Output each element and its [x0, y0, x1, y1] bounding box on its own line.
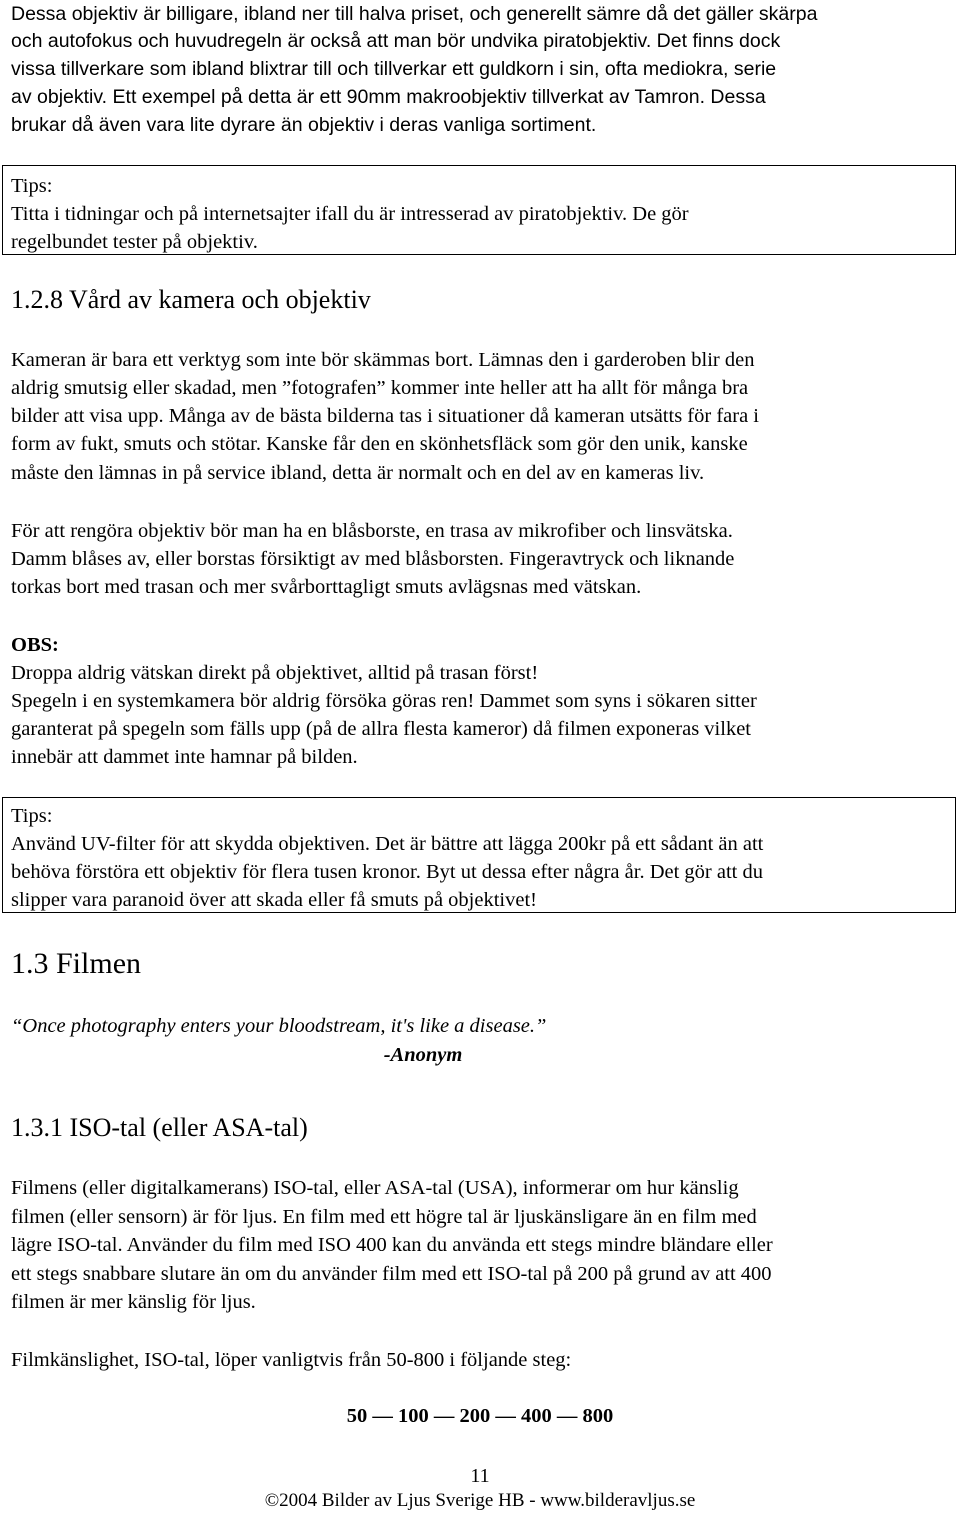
- iso-p1-line-2: filmen (eller sensorn) är för ljus. En film med ett högre tal är ljuskänsligare än en film med: [11, 1206, 757, 1228]
- iso-p1-line-4: ett stegs snabbare slutare än om du använder film med ett ISO-tal på 200 på grund av att 400: [11, 1263, 772, 1285]
- tips-1-line-2: regelbundet tester på objektiv.: [11, 231, 258, 253]
- iso-p2: Filmkänslighet, ISO-tal, löper vanligtvis från 50-800 i följande steg:: [11, 1349, 572, 1371]
- obs-line-2: Spegeln i en systemkamera bör aldrig försöka göras ren! Dammet som syns i sökaren sitter: [11, 690, 757, 712]
- section-heading-1-3: 1.3 Filmen: [11, 947, 142, 980]
- quote-text: “Once photography enters your bloodstream, it's like a disease.”: [11, 1015, 547, 1037]
- obs-line-3: garanterat på spegeln som fälls upp (på de allra flesta kameror) då filmen exponeras vilket: [11, 718, 751, 740]
- obs-label: OBS:: [11, 634, 59, 656]
- iso-p1-line-3: lägre ISO-tal. Använder du film med ISO 400 kan du använda ett stegs mindre bländare eller: [11, 1234, 773, 1256]
- tips-1-line-1: Titta i tidningar och på internetsajter ifall du är intresserad av piratobjektiv. De gör: [11, 203, 689, 225]
- tips-2-line-1: Använd UV-filter för att skydda objektiven. Det är bättre att lägga 200kr på ett sådant än att: [11, 833, 764, 855]
- care-p1-line-2: aldrig smutsig eller skadad, men ”fotografen” kommer inte heller att ha allt för många bra: [11, 377, 749, 399]
- obs-line-1: Droppa aldrig vätskan direkt på objektivet, alltid på trasan först!: [11, 662, 539, 684]
- intro-line-3: vissa tillverkare som ibland blixtrar till och tillverkar ett guldkorn i sin, ofta mediokra, serie: [11, 58, 777, 80]
- care-p1-line-5: måste den lämnas in på service ibland, detta är normalt och en del av en kameras liv.: [11, 462, 705, 484]
- care-p1-line-4: form av fukt, smuts och stötar. Kanske får den en skönhetsfläck som gör den unik, kanske: [11, 433, 748, 455]
- footer-copyright: ©2004 Bilder av Ljus Sverige HB - www.bilderavljus.se: [264, 1490, 696, 1511]
- tips-1-label: Tips:: [11, 175, 53, 197]
- intro-line-5: brukar då även vara lite dyrare än objektiv i deras vanliga sortiment.: [11, 114, 597, 136]
- page-number: 11: [470, 1465, 490, 1487]
- tips-2-label: Tips:: [11, 805, 53, 827]
- iso-p1-line-5: filmen är mer känslig för ljus.: [11, 1291, 256, 1313]
- care-p2-line-1: För att rengöra objektiv bör man ha en blåsborste, en trasa av mikrofiber och linsvätska.: [11, 520, 733, 542]
- obs-line-4: innebär att dammet inte hamnar på bilden.: [11, 746, 358, 768]
- tips-2-line-2: behöva förstöra ett objektiv för flera tusen kronor. Byt ut dessa efter några år. Det gör att du: [11, 861, 763, 883]
- section-heading-1-2-8: 1.2.8 Vård av kamera och objektiv: [11, 285, 371, 314]
- care-p2-line-2: Damm blåses av, eller borstas försiktigt av med blåsborsten. Fingeravtryck och liknande: [11, 548, 735, 570]
- care-p1-line-3: bilder att visa upp. Många av de bästa bilderna tas i situationer då kameran utsätts för fara i: [11, 405, 759, 427]
- care-p2-line-3: torkas bort med trasan och mer svårborttagligt smuts avlägsnas med vätskan.: [11, 576, 642, 598]
- intro-line-1: Dessa objektiv är billigare, ibland ner till halva priset, och generellt sämre då det gäller skärpa: [11, 3, 818, 25]
- iso-steps: 50 — 100 — 200 — 400 — 800: [346, 1405, 614, 1427]
- intro-line-2: och autofokus och huvudregeln är också att man bör undvika piratobjektiv. Det finns dock: [11, 30, 781, 52]
- iso-p1-line-1: Filmens (eller digitalkamerans) ISO-tal, eller ASA-tal (USA), informerar om hur känslig: [11, 1177, 739, 1199]
- quote-author: -Anonym: [383, 1044, 463, 1066]
- tips-2-line-3: slipper vara paranoid över att skada eller få smuts på objektivet!: [11, 889, 537, 911]
- care-p1-line-1: Kameran är bara ett verktyg som inte bör skämmas bort. Lämnas den i garderoben blir den: [11, 349, 755, 371]
- intro-line-4: av objektiv. Ett exempel på detta är ett 90mm makroobjektiv tillverkat av Tamron. Dessa: [11, 86, 766, 108]
- section-heading-1-3-1: 1.3.1 ISO-tal (eller ASA-tal): [11, 1113, 308, 1142]
